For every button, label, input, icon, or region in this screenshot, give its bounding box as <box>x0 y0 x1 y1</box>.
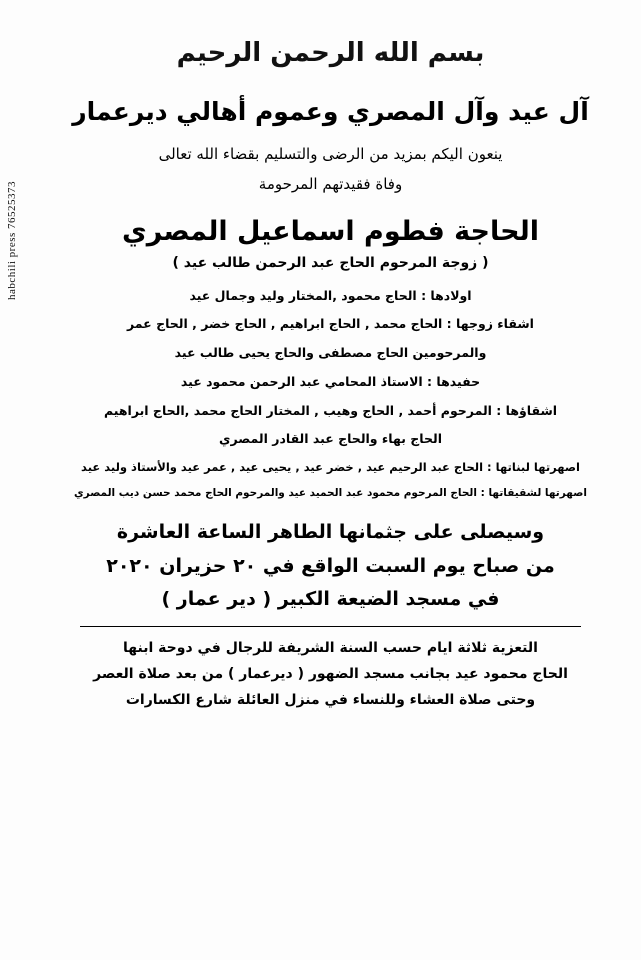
relatives-line: الحاج بهاء والحاج عبد القادر المصري <box>219 431 442 447</box>
basmala-text: بسم الله الرحمن الرحيم <box>176 38 485 68</box>
condolence-line-3: وحتى صلاة العشاء وللنساء في منزل العائلة شارع الكسارات <box>125 692 536 708</box>
relatives-line: حفيدها : الاستاذ المحامي عبد الرحمن محمود عيد <box>180 373 481 389</box>
basmala-calligraphy <box>46 16 615 90</box>
relatives-line: والمرحومين الحاج مصطفى والحاج يحيى طالب عيد <box>174 345 487 361</box>
funeral-line-3: في مسجد الضيعة الكبير ( دير عمار ) <box>161 587 500 610</box>
announcement-line-2: وفاة فقيدتهم المرحومة <box>258 174 403 193</box>
relatives-line: اولادها : الحاج محمود ,المختار وليد وجمال عيد <box>189 287 472 303</box>
families-line: آل عيد وآل المصري وعموم أهالي ديرعمار <box>72 97 589 126</box>
funeral-line-1: وسيصلى على جثمانها الطاهر الساعة العاشرة <box>116 521 545 544</box>
relatives-list <box>46 287 615 503</box>
announcement-block <box>46 141 615 198</box>
press-credit: habchili press 76525373 <box>6 180 18 300</box>
relatives-line: اصهرتها لبناتها : الحاج عبد الرحيم عيد , خضر عيد , يحيى عيد , عمر عيد والأستاذ وليد عيد <box>81 460 580 475</box>
announcement-line-1: ينعون اليكم بمزيد من الرضى والتسليم بقضاء الله تعالى <box>158 144 503 163</box>
deceased-name: الحاجة فطوم اسماعيل المصري <box>122 215 539 247</box>
condolence-line-1: التعزية ثلاثة ايام حسب السنة الشريفة للرجال في دوحة ابنها <box>123 640 538 657</box>
relatives-line: اصهرتها لشقيقاتها : الحاج المرحوم محمود عبد الحميد عيد والمرحوم الحاج محمد حسن ديب المصري <box>74 487 587 500</box>
relatives-line: اشقاؤها : المرحوم أحمد , الحاج وهيب , المختار الحاج محمد ,الحاج ابراهيم <box>103 402 558 418</box>
funeral-line-2: من صباح يوم السبت الواقع في ٢٠ حزيران ٢٠٢٠ <box>106 554 555 577</box>
relatives-line: اشقاء زوجها : الحاج محمد , الحاج ابراهيم , الحاج خضر , الحاج عمر <box>127 316 534 332</box>
condolence-line-2: الحاج محمود عيد بجانب مسجد الضهور ( ديرعمار ) من بعد صلاة العصر <box>93 666 568 683</box>
funeral-details <box>46 518 615 614</box>
deceased-relation: ( زوجة المرحوم الحاج عبد الرحمن طالب عيد ) <box>172 254 489 271</box>
section-divider <box>80 626 581 627</box>
notice-content <box>34 0 641 960</box>
condolence-details <box>46 637 615 712</box>
